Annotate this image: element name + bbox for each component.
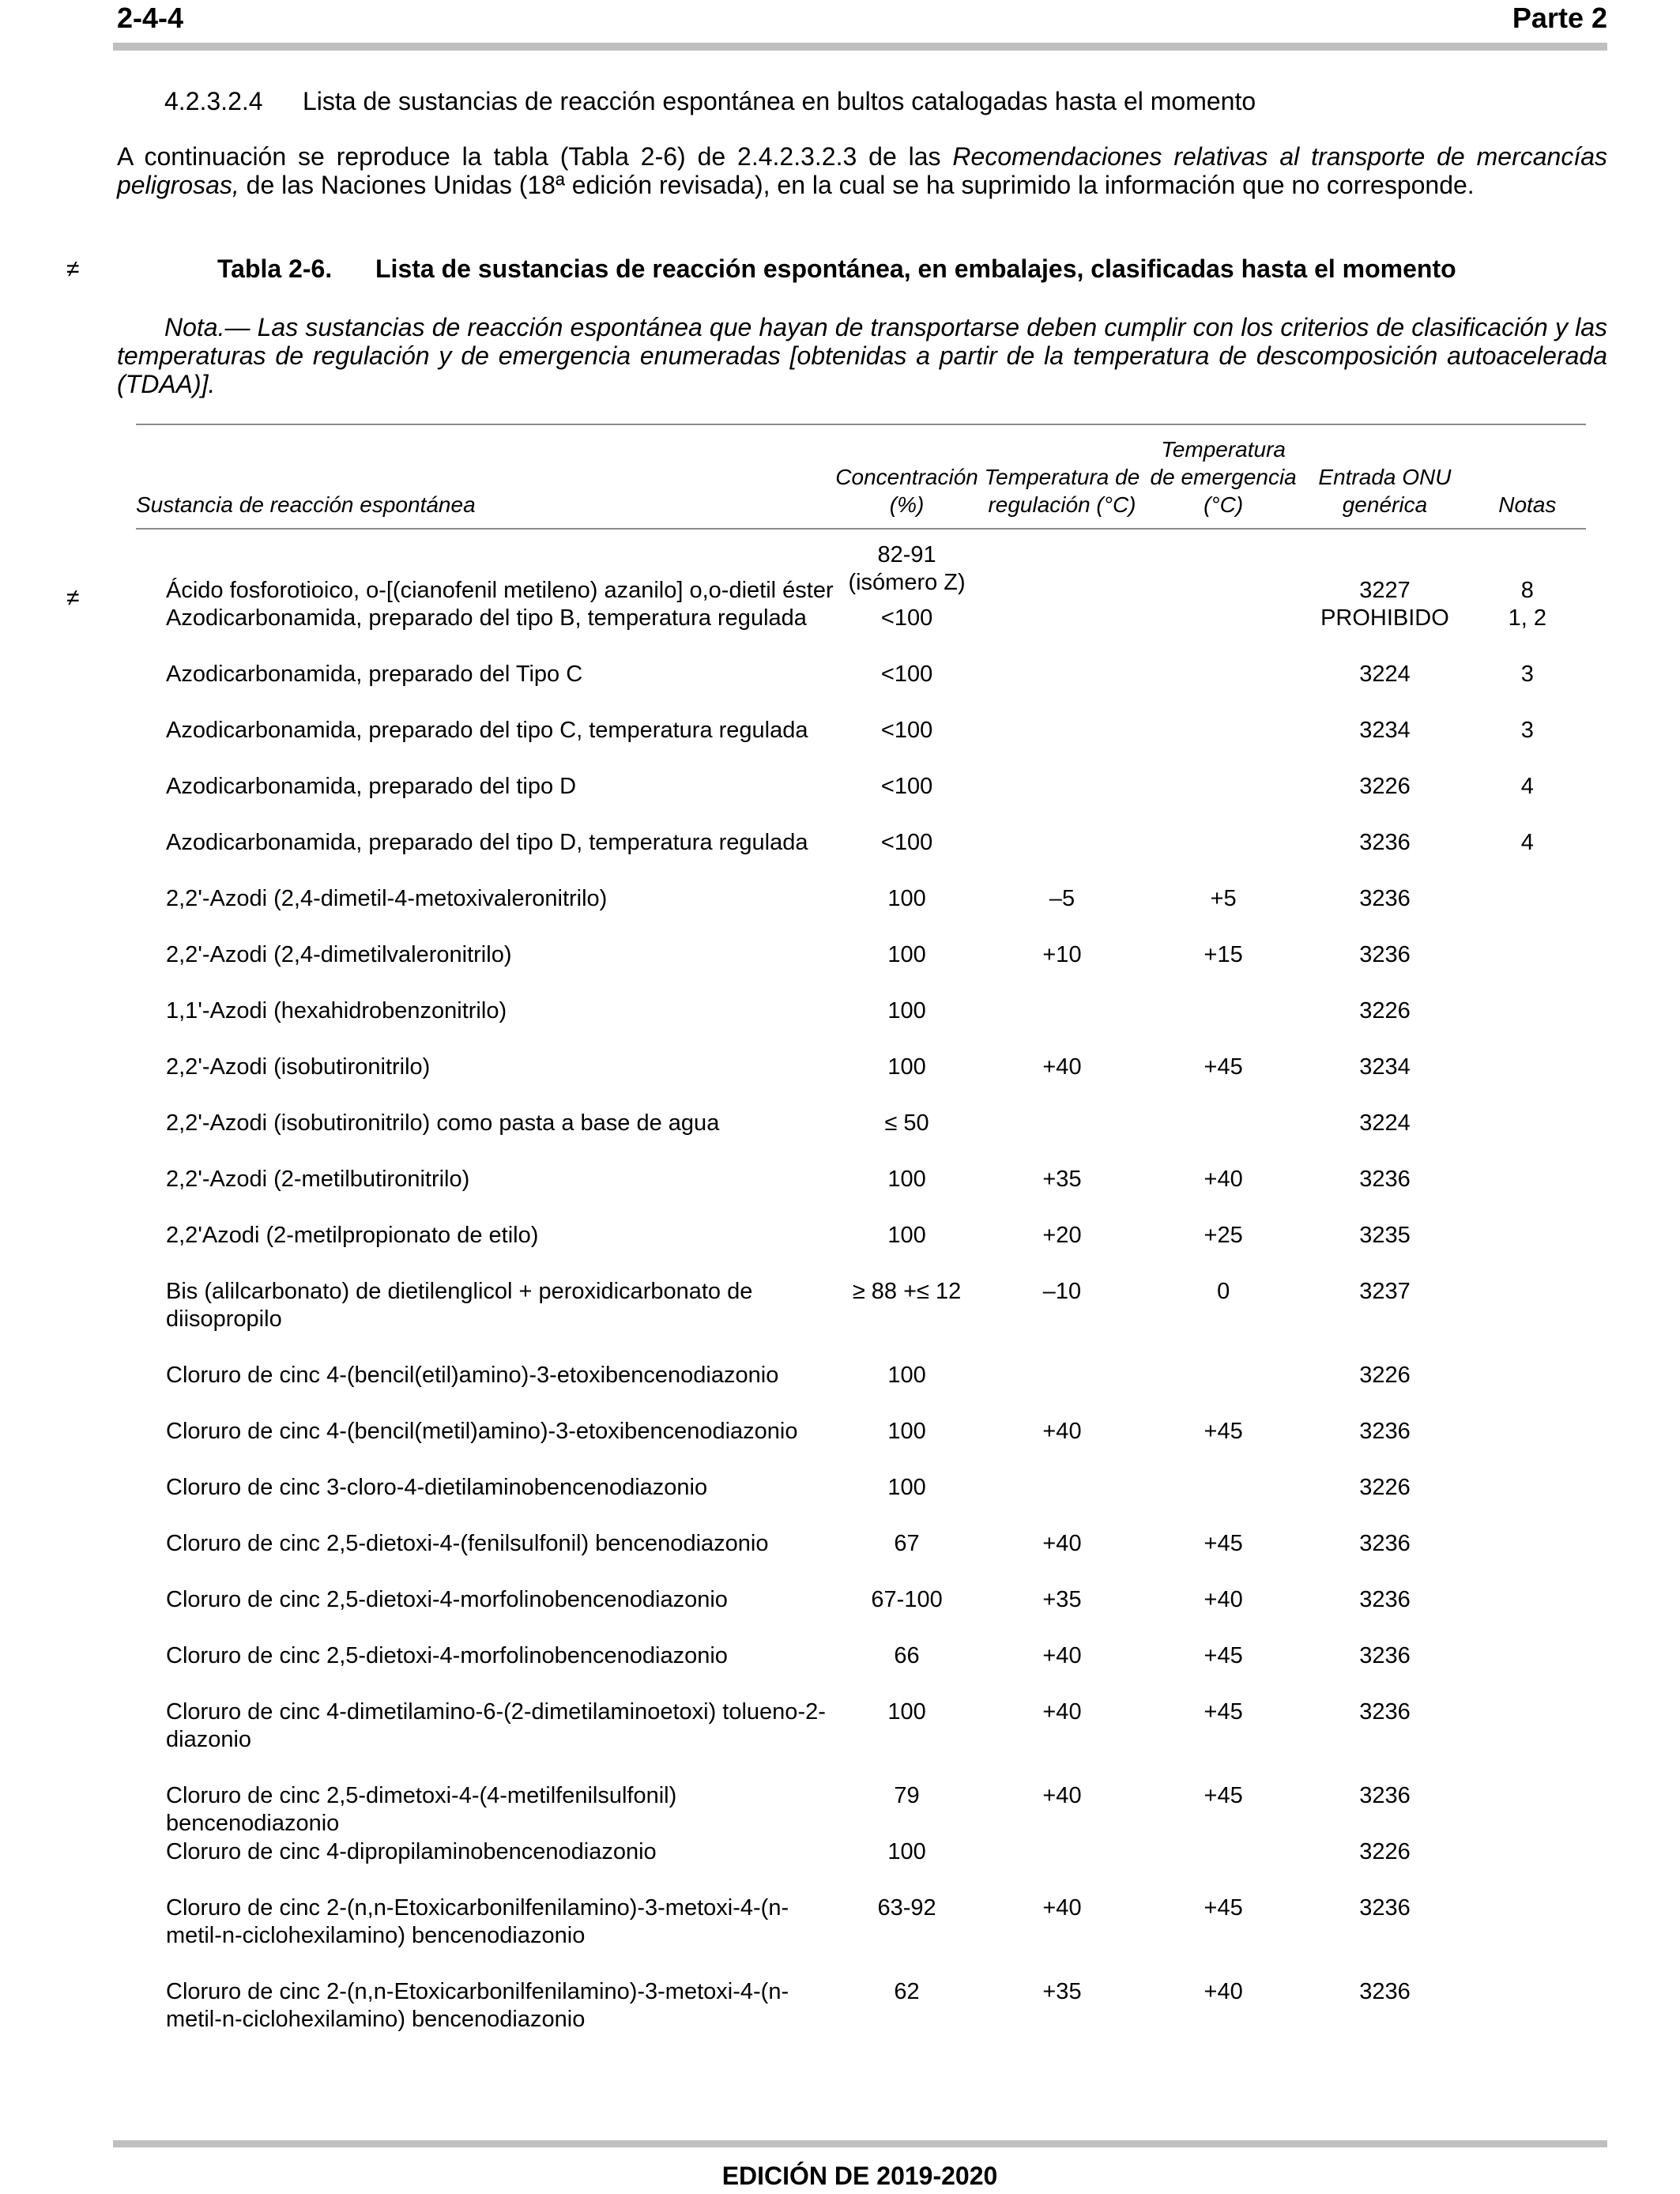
table-row <box>136 661 1586 717</box>
table-caption-label: Tabla 2-6. <box>217 254 333 283</box>
cell-emergency-temp <box>1146 773 1301 829</box>
cell-concentration: 100 <box>887 1054 926 1080</box>
table-top-rule <box>136 424 1586 425</box>
cell-emergency-temp: +45 <box>1203 1783 1243 1808</box>
column-header: Entrada ONU genérica <box>1318 465 1452 517</box>
cell-un-entry: 3236 <box>1359 886 1411 911</box>
table-row <box>136 997 1586 1054</box>
cell-un-entry: 3234 <box>1359 1054 1411 1080</box>
cell-regulation-temp: +35 <box>1042 1167 1082 1192</box>
cell-un-entry: 3236 <box>1359 1531 1411 1556</box>
intro-paragraph <box>117 142 1607 199</box>
cell-emergency-temp: +25 <box>1203 1223 1243 1248</box>
cell-regulation-temp: +40 <box>1042 1699 1082 1725</box>
cell-emergency-temp <box>1146 1362 1301 1418</box>
cell-concentration: 100 <box>887 998 926 1023</box>
table-row <box>136 885 1586 941</box>
page-number: 2-4-4 <box>117 2 184 34</box>
cell-substance: Cloruro de cinc 2-(n,n-Etoxicarbonilfenilamino)-3-metoxi-4-(n-metil-n-ciclohexilamino) bencenodiazonio <box>166 1895 789 1948</box>
section-title: Lista de sustancias de reacción espontánea en bultos catalogadas hasta el momento <box>303 87 1256 115</box>
cell-un-entry: 3226 <box>1359 998 1411 1023</box>
table-row <box>136 1110 1586 1166</box>
table-row <box>136 1698 1586 1782</box>
cell-substance: 2,2'-Azodi (isobutironitrilo) <box>166 1054 431 1080</box>
cell-regulation-temp <box>978 717 1146 773</box>
table-row <box>136 1362 1586 1418</box>
cell-concentration: 100 <box>887 1419 926 1444</box>
cell-notes <box>1469 1278 1586 1362</box>
cell-substance: 2,2'-Azodi (2,4-dimetil-4-metoxivaleronitrilo) <box>166 886 608 911</box>
cell-substance: 2,2'-Azodi (isobutironitrilo) como pasta a base de agua <box>166 1110 720 1136</box>
table-row <box>136 1054 1586 1110</box>
cell-notes <box>1469 1110 1586 1166</box>
intro-italic-title: Recomendaciones relativas al transporte de mercancías peligrosas, <box>117 142 1608 199</box>
cell-substance: Cloruro de cinc 4-(bencil(etil)amino)-3-etoxibencenodiazonio <box>166 1363 779 1388</box>
section-heading <box>164 87 1256 116</box>
cell-regulation-temp: +40 <box>1042 1419 1082 1444</box>
cell-emergency-temp: +45 <box>1203 1643 1243 1668</box>
cell-un-entry: 3236 <box>1359 1895 1411 1921</box>
cell-regulation-temp <box>978 1362 1146 1418</box>
cell-notes: 4 <box>1520 830 1534 855</box>
cell-regulation-temp: +40 <box>1042 1783 1082 1808</box>
table-note-text: Nota.— Las sustancias de reacción espontánea que hayan de transportarse deben cumplir con los criterios de clasificación y las temperaturas de regulación y de emergencia enumeradas [obtenidas a partir de la temperatura de descomposición autoacelerada (TDAA)]. <box>117 313 1607 398</box>
change-mark-row: ≠ <box>66 585 80 611</box>
section-number: 4.2.3.2.4 <box>164 87 263 115</box>
table-row <box>136 1838 1586 1894</box>
change-mark-caption: ≠ <box>66 256 80 282</box>
cell-notes: 4 <box>1520 774 1534 799</box>
cell-emergency-temp <box>1146 829 1301 885</box>
cell-emergency-temp: +40 <box>1203 1979 1243 2004</box>
cell-substance: Cloruro de cinc 2,5-dietoxi-4-morfolinobencenodiazonio <box>166 1587 728 1612</box>
cell-concentration: 100 <box>887 1363 926 1388</box>
cell-emergency-temp: +45 <box>1203 1895 1243 1921</box>
cell-notes <box>1469 997 1586 1054</box>
cell-regulation-temp <box>978 773 1146 829</box>
cell-notes <box>1469 1782 1586 1838</box>
cell-substance: Cloruro de cinc 2,5-dimetoxi-4-(4-metilfenilsulfonil) bencenodiazonio <box>166 1783 677 1836</box>
cell-un-entry: 3226 <box>1359 1839 1411 1864</box>
cell-notes <box>1469 1978 1586 2062</box>
table-note <box>117 313 1607 398</box>
table-row <box>136 1642 1586 1698</box>
cell-substance: 2,2'-Azodi (2-metilbutironitrilo) <box>166 1167 470 1192</box>
cell-regulation-temp <box>978 1110 1146 1166</box>
table-row <box>136 773 1586 829</box>
cell-substance: Azodicarbonamida, preparado del tipo D, temperatura regulada <box>166 830 808 855</box>
cell-concentration: 63-92 <box>877 1895 936 1921</box>
table-row <box>136 541 1586 605</box>
cell-notes: 8 <box>1520 578 1534 603</box>
cell-emergency-temp: +45 <box>1203 1419 1243 1444</box>
table-row <box>136 717 1586 773</box>
cell-emergency-temp <box>1146 605 1301 661</box>
cell-regulation-temp: +40 <box>1042 1054 1082 1080</box>
cell-regulation-temp: +10 <box>1042 942 1082 967</box>
cell-substance: Cloruro de cinc 2,5-dietoxi-4-morfolinobencenodiazonio <box>166 1643 728 1668</box>
cell-un-entry: 3237 <box>1359 1279 1411 1304</box>
cell-notes <box>1469 1054 1586 1110</box>
cell-concentration: 62 <box>894 1979 920 2004</box>
cell-emergency-temp: +45 <box>1203 1699 1243 1725</box>
table-row <box>136 1894 1586 1978</box>
cell-notes <box>1469 1642 1586 1698</box>
footer-rule <box>113 2140 1607 2147</box>
cell-emergency-temp <box>1146 717 1301 773</box>
table-row <box>136 605 1586 661</box>
edition-footer: EDICIÓN DE 2019-2020 <box>721 2162 998 2190</box>
cell-concentration: 100 <box>887 886 926 911</box>
cell-regulation-temp: +35 <box>1042 1587 1082 1612</box>
part-label: Parte 2 <box>1512 2 1607 34</box>
cell-emergency-temp <box>1146 1838 1301 1894</box>
cell-notes <box>1469 1222 1586 1278</box>
cell-substance: Cloruro de cinc 4-(bencil(metil)amino)-3-etoxibencenodiazonio <box>166 1419 798 1444</box>
cell-emergency-temp: +45 <box>1203 1531 1243 1556</box>
cell-un-entry: 3236 <box>1359 1587 1411 1612</box>
cell-emergency-temp <box>1146 1110 1301 1166</box>
cell-un-entry: 3236 <box>1359 1419 1411 1444</box>
cell-concentration: 100 <box>887 1839 926 1864</box>
cell-notes <box>1469 1838 1586 1894</box>
cell-regulation-temp <box>978 997 1146 1054</box>
cell-notes <box>1469 1474 1586 1530</box>
cell-substance: Bis (alilcarbonato) de dietilenglicol + peroxidicarbonato de diisopropilo <box>166 1279 753 1332</box>
cell-un-entry: 3236 <box>1359 1783 1411 1808</box>
cell-emergency-temp: +15 <box>1203 942 1243 967</box>
cell-regulation-temp <box>978 605 1146 661</box>
cell-notes <box>1469 1586 1586 1642</box>
cell-regulation-temp <box>978 829 1146 885</box>
cell-substance: Cloruro de cinc 2,5-dietoxi-4-(fenilsulfonil) bencenodiazonio <box>166 1531 769 1556</box>
cell-un-entry: 3236 <box>1359 1979 1411 2004</box>
cell-concentration: 67-100 <box>871 1587 943 1612</box>
column-header: Notas <box>1498 492 1557 517</box>
table-row <box>136 829 1586 885</box>
cell-regulation-temp <box>978 541 1146 605</box>
cell-regulation-temp: +35 <box>1042 1979 1082 2004</box>
cell-notes: 3 <box>1520 718 1534 743</box>
cell-un-entry: 3236 <box>1359 942 1411 967</box>
cell-emergency-temp: 0 <box>1217 1279 1230 1304</box>
table-row <box>136 1530 1586 1586</box>
cell-concentration: 100 <box>887 942 926 967</box>
cell-notes: 3 <box>1520 662 1534 687</box>
cell-notes: 1, 2 <box>1508 605 1547 631</box>
table-row <box>136 1278 1586 1362</box>
column-header: Sustancia de reacción espontánea <box>136 492 476 517</box>
header-rule <box>113 43 1607 51</box>
cell-substance: Azodicarbonamida, preparado del Tipo C <box>166 662 583 687</box>
cell-regulation-temp <box>978 1474 1146 1530</box>
cell-regulation-temp <box>978 661 1146 717</box>
cell-notes <box>1469 1418 1586 1474</box>
cell-un-entry: 3236 <box>1359 1699 1411 1725</box>
cell-un-entry: 3224 <box>1359 662 1411 687</box>
cell-substance: Cloruro de cinc 4-dipropilaminobencenodiazonio <box>166 1839 657 1864</box>
cell-notes <box>1469 1698 1586 1782</box>
cell-un-entry: 3227 <box>1359 578 1411 603</box>
cell-regulation-temp: +40 <box>1042 1531 1082 1556</box>
cell-substance: 2,2'Azodi (2-metilpropionato de etilo) <box>166 1223 539 1248</box>
table-body <box>136 525 1586 2062</box>
cell-emergency-temp <box>1146 541 1301 605</box>
cell-concentration: <100 <box>880 718 933 743</box>
cell-emergency-temp <box>1146 1474 1301 1530</box>
cell-concentration: <100 <box>880 830 933 855</box>
cell-substance: 2,2'-Azodi (2,4-dimetilvaleronitrilo) <box>166 942 512 967</box>
cell-regulation-temp: +40 <box>1042 1643 1082 1668</box>
cell-un-entry: 3235 <box>1359 1223 1411 1248</box>
cell-substance: Azodicarbonamida, preparado del tipo D <box>166 774 577 799</box>
cell-un-entry: 3236 <box>1359 830 1411 855</box>
cell-notes <box>1469 1530 1586 1586</box>
cell-regulation-temp: –5 <box>1049 886 1075 911</box>
cell-emergency-temp <box>1146 997 1301 1054</box>
cell-un-entry: 3226 <box>1359 1475 1411 1500</box>
column-header: Temperatura de regulación (°C) <box>984 465 1140 517</box>
cell-notes <box>1469 941 1586 997</box>
cell-concentration: ≥ 88 +≤ 12 <box>852 1279 962 1304</box>
table-row <box>136 1166 1586 1222</box>
cell-un-entry: PROHIBIDO <box>1320 605 1449 631</box>
cell-concentration: ≤ 50 <box>884 1110 929 1136</box>
cell-substance: Cloruro de cinc 3-cloro-4-dietilaminobencenodiazonio <box>166 1475 708 1500</box>
table-row <box>136 1586 1586 1642</box>
cell-un-entry: 3226 <box>1359 1363 1411 1388</box>
cell-notes <box>1469 1166 1586 1222</box>
cell-concentration: 100 <box>887 1699 926 1725</box>
cell-un-entry: 3234 <box>1359 718 1411 743</box>
cell-substance: Azodicarbonamida, preparado del tipo B, temperatura regulada <box>166 605 807 631</box>
cell-substance: 1,1'-Azodi (hexahidrobenzonitrilo) <box>166 998 507 1023</box>
cell-concentration: 67 <box>894 1531 920 1556</box>
cell-un-entry: 3224 <box>1359 1110 1411 1136</box>
table-row <box>136 1978 1586 2062</box>
table-row <box>136 941 1586 997</box>
column-header: Concentración (%) <box>835 465 978 517</box>
cell-concentration: 66 <box>894 1643 920 1668</box>
table-row <box>136 1222 1586 1278</box>
cell-concentration: 79 <box>894 1783 920 1808</box>
column-header: Temperatura de emergencia (°C) <box>1150 437 1297 517</box>
table-caption <box>217 254 1456 284</box>
cell-un-entry: 3236 <box>1359 1167 1411 1192</box>
intro-text-1: A continuación se reproduce la tabla (Tabla 2-6) de 2.4.2.3.2.3 de las <box>117 142 953 171</box>
cell-substance: Ácido fosforotioico, o-[(cianofenil metileno) azanilo] o,o-dietil éster <box>166 578 834 603</box>
cell-emergency-temp: +5 <box>1210 886 1237 911</box>
cell-regulation-temp: +20 <box>1042 1223 1082 1248</box>
cell-regulation-temp: –10 <box>1042 1279 1082 1304</box>
cell-emergency-temp: +45 <box>1203 1054 1243 1080</box>
cell-notes <box>1469 1362 1586 1418</box>
cell-concentration: <100 <box>880 662 933 687</box>
cell-substance: Azodicarbonamida, preparado del tipo C, temperatura regulada <box>166 718 808 743</box>
cell-emergency-temp: +40 <box>1203 1167 1243 1192</box>
cell-notes <box>1469 1894 1586 1978</box>
table-row <box>136 1474 1586 1530</box>
cell-un-entry: 3226 <box>1359 774 1411 799</box>
table-row <box>136 1418 1586 1474</box>
cell-concentration: 100 <box>887 1223 926 1248</box>
cell-regulation-temp <box>978 1838 1146 1894</box>
cell-concentration: <100 <box>880 605 933 631</box>
cell-notes <box>1469 885 1586 941</box>
cell-concentration: 100 <box>887 1167 926 1192</box>
cell-regulation-temp: +40 <box>1042 1895 1082 1921</box>
cell-emergency-temp <box>1146 661 1301 717</box>
table-row <box>136 1782 1586 1838</box>
cell-concentration: <100 <box>880 774 933 799</box>
table-caption-title: Lista de sustancias de reacción espontánea, en embalajes, clasificadas hasta el momento <box>375 254 1456 283</box>
cell-concentration: 82-91 (isómero Z) <box>848 542 966 595</box>
substances-table <box>136 432 1586 2062</box>
intro-text-2: de las Naciones Unidas (18ª edición revisada), en la cual se ha suprimido la información que no corresponde. <box>239 171 1475 199</box>
cell-substance: Cloruro de cinc 2-(n,n-Etoxicarbonilfenilamino)-3-metoxi-4-(n-metil-n-ciclohexilamino) bencenodiazonio <box>166 1979 789 2032</box>
cell-un-entry: 3236 <box>1359 1643 1411 1668</box>
cell-emergency-temp: +40 <box>1203 1587 1243 1612</box>
cell-substance: Cloruro de cinc 4-dimetilamino-6-(2-dimetilaminoetoxi) tolueno-2-diazonio <box>166 1699 826 1752</box>
cell-concentration: 100 <box>887 1475 926 1500</box>
table-header-row <box>136 432 1586 525</box>
